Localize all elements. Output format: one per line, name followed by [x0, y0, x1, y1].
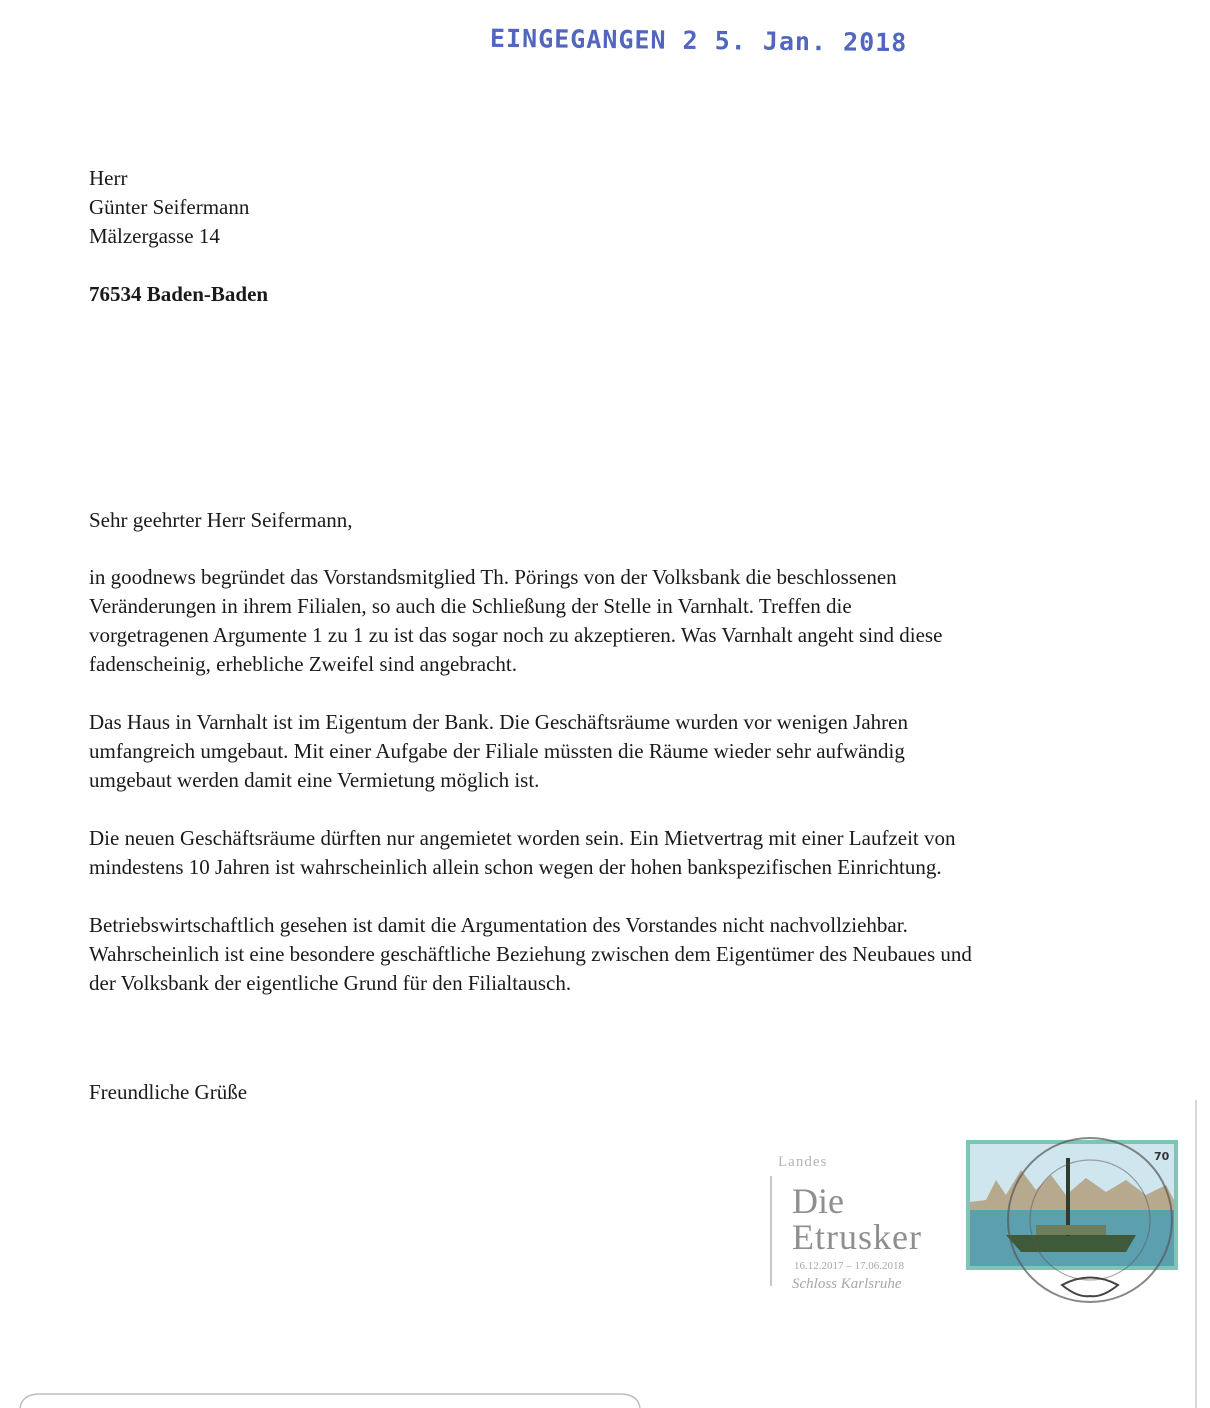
letter-body — [89, 563, 1169, 1027]
text-line: Die neuen Geschäftsräume dürften nur angemietet worden sein. Ein Mietvertrag mit einer Laufzeit von — [89, 826, 956, 850]
paragraph — [89, 708, 1169, 795]
postmark-bar — [770, 1176, 772, 1286]
text-line: umfangreich umgebaut. Mit einer Aufgabe der Filiale müssten die Räume wieder sehr aufwändig — [89, 739, 905, 763]
text-line: mindestens 10 Jahren ist wahrscheinlich allein schon wegen der hohen bankspezifischen Einrichtung. — [89, 855, 942, 879]
envelope-window-edge — [0, 1388, 1210, 1408]
paragraph — [89, 563, 1169, 679]
letter-closing: Freundliche Grüße — [89, 1080, 248, 1104]
text-line: fadenscheinig, erhebliche Zweifel sind angebracht. — [89, 652, 517, 676]
paragraph — [89, 911, 1169, 998]
text-line: vorgetragenen Argumente 1 zu 1 zu ist das sogar noch zu akzeptieren. Was Varnhalt angeht sind diese — [89, 623, 943, 647]
text-line: Das Haus in Varnhalt ist im Eigentum der Bank. Die Geschäftsräume wurden vor wenigen Jahren — [89, 710, 908, 734]
paragraph — [89, 824, 1169, 882]
text-line: in goodnews begründet das Vorstandsmitglied Th. Pörings von der Volksbank die beschlossenen — [89, 565, 897, 589]
address-street: Mälzergasse 14 — [89, 224, 220, 248]
text-line: Veränderungen in ihrem Filialen, so auch die Schließung der Stelle in Varnhalt. Treffen die — [89, 594, 852, 618]
envelope-fold-line — [1195, 1100, 1197, 1408]
recipient-address — [89, 164, 268, 309]
text-line: umgebaut werden damit eine Vermietung möglich ist. — [89, 768, 540, 792]
text-line: Wahrscheinlich ist eine besondere geschäftliche Beziehung zwischen dem Eigentümer des Neubaues und — [89, 942, 972, 966]
address-name: Günter Seifermann — [89, 195, 250, 219]
postmark-slogan — [760, 1140, 960, 1320]
postmark-place: Schloss Karlsruhe — [792, 1276, 902, 1292]
address-city: 76534 Baden-Baden — [89, 282, 269, 306]
postmark-etrusker: Etrusker — [792, 1217, 922, 1257]
postmark-dates: 16.12.2017 – 17.06.2018 — [794, 1260, 904, 1272]
cancellation-mark — [990, 1120, 1190, 1330]
text-line: Betriebswirtschaftlich gesehen ist damit die Argumentation des Vorstandes nicht nachvollziehbar. — [89, 913, 908, 937]
received-date-stamp: EINGEGANGEN 2 5. Jan. 2018 — [489, 23, 908, 58]
stamp-value: 70 — [1154, 1150, 1170, 1163]
postmark-die: Die — [792, 1181, 844, 1221]
text-line: der Volksbank der eigentliche Grund für den Filialtausch. — [89, 971, 572, 995]
letter-salutation: Sehr geehrter Herr Seifermann, — [89, 508, 353, 532]
address-salutation-line: Herr — [89, 166, 128, 190]
postmark-top-text: Landes — [778, 1154, 828, 1170]
